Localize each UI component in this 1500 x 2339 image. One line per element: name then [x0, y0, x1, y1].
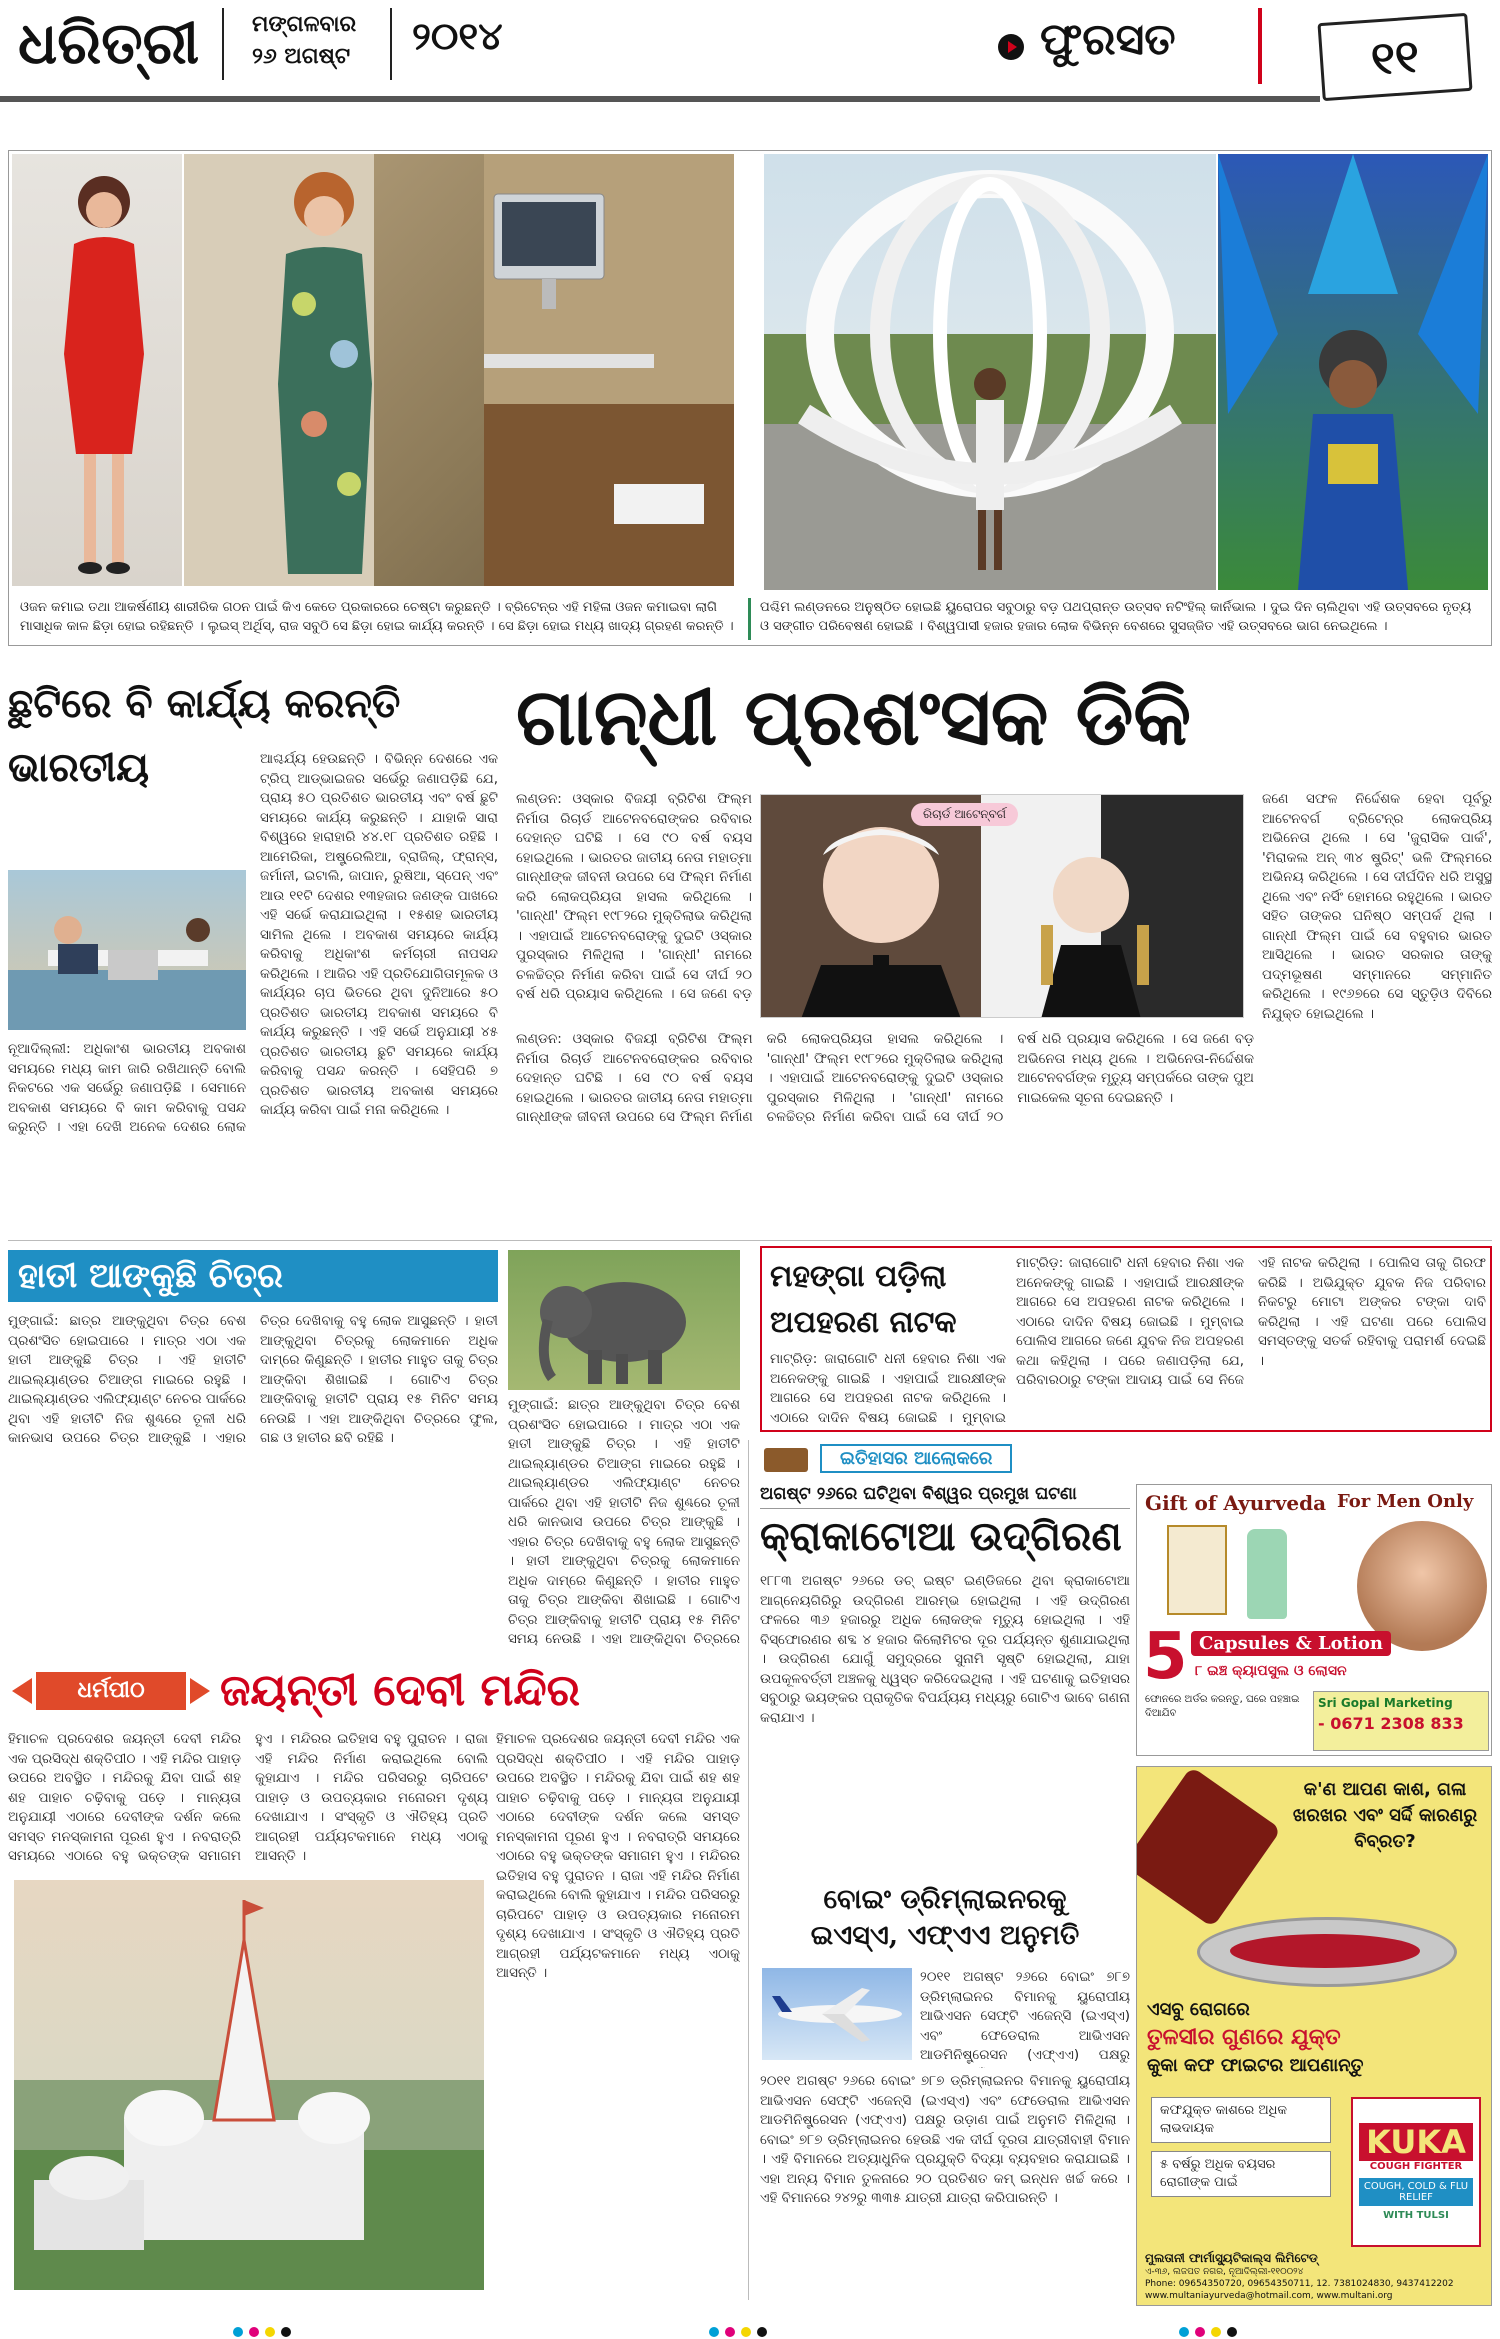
holiday-photo [8, 870, 246, 1030]
kuka-bullet-2: ୫ ବର୍ଷରୁ ଅଧିକ ବୟସର ରୋଗୀଙ୍କ ପାଇଁ [1151, 2151, 1331, 2197]
kidnap-body-right: ମାଟ୍ରିଡ଼: ଜାରାଗୋଟି ଧନୀ ହେବାର ନିଶା ଏକ ଅନେକଙ୍କୁ ଗାଇଛି । ଏହାପାଇଁ ଆରକ୍ଷୀଙ୍କ ଆଗରେ ସେ ଅପହରଣ ନାଟକ କରିଥିଲେ । ଏଠାରେ ଦାଦିନ ବିଷୟ ଜୋଇଛି । ମୁମ୍ବାଇ ପୋଲିସ ଆଗରେ ଜଣେ ଯୁବକ ନିଜ ଅପହରଣ କଥା କହିଥିଲା । ପରେ ଜଣାପଡ଼ିଲା ଯେ, ପରିବାରଠାରୁ ଟଙ୍କା ଆଦାୟ ପାଇଁ ସେ ନିଜେ ଏହି ନାଟକ କରିଥିଲା । ପୋଲିସ ତାକୁ ଗିରଫ କରିଛି । ଅଭିଯୁକ୍ତ ଯୁବକ ନିଜ ପରିବାର ନିକଟରୁ ମୋଟା ଅଙ୍କର ଟଙ୍କା ଦାବି କରିଥିଲା । ଏହି ଘଟଣା ପରେ ପୋଲିସ ସମସ୍ତଙ୍କୁ ସତର୍କ ରହିବାକୁ ପରାମର୍ଶ ଦେଇଛି । [1016, 1255, 1486, 1388]
boeing-body-side: ୨୦୧୧ ଅଗଷ୍ଟ ୨୬ରେ ବୋଇଂ ୭୮୭ ଡ୍ରିମ୍‌ଲାଇନର ବିମାନକୁ ୟୁରୋପୀୟ ଆଭିଏସନ ସେଫ୍ଟି ଏଜେନ୍ସି (ଇଏସ୍‌ଏ) ଏବଂ ଫେଡେରାଲ ଆଭିଏସନ ଆଡମିନିଷ୍ଟ୍ରେସନ (ଏଫ୍‌ଏଏ) ପକ୍ଷରୁ [920, 1969, 1130, 2063]
woman-red-dress-photo [12, 154, 182, 586]
kuka-company: ମୁଲତାନୀ ଫାର୍ମାସ୍ୟୁଟିକାଲ୍‌ସ ଲିମିଟେଡ୍ [1145, 2251, 1318, 2265]
elephant-headline-bar [8, 1250, 498, 1302]
kuka-website[interactable]: www.multaniayurveda@hotmail.com, www.multani.org [1145, 2291, 1393, 2301]
book-icon [764, 1448, 808, 1472]
elephant-photo [508, 1250, 740, 1390]
masthead-bar [0, 0, 1500, 110]
section-name: ଫୁରସତ [1040, 14, 1176, 65]
history-body: ୧୮୮୩ ଅଗଷ୍ଟ ୨୬ରେ ଡଚ୍ ଇଷ୍ଟ ଇଣ୍ଡିଜରେ ଥିବା କ୍ରାକାଟୋଆ ଆଗ୍ନେୟଗିରିରୁ ଉଦ୍‌ଗିରଣ ଆରମ୍ଭ ହୋଇଥିଲା । ଏହି ଉଦ୍‌ଗିରଣ ଫଳରେ ୩୬ ହଜାରରୁ ଅଧିକ ଲୋକଙ୍କ ମୃତ୍ୟୁ ହୋଇଥିଲା । ଏହି ବିସ୍ଫୋରଣର ଶବ୍ଦ ୪ ହଜାର କିଲୋମିଟର ଦୂର ପର୍ଯ୍ୟନ୍ତ ଶୁଣାଯାଇଥିଲା । ଉଦ୍‌ଗିରଣ ଯୋଗୁଁ ସମୁଦ୍ରରେ ସୁନାମି ସୃଷ୍ଟି ହୋଇଥିଲା, ଯାହା ଉପକୂଳବର୍ତ୍ତୀ ଅଞ୍ଚଳକୁ ଧ୍ୱସ୍ତ କରିଦେଇଥିଲା । ଏହି ଘଟଣାକୁ ଇତିହାସର ସବୁଠାରୁ ଭୟଙ୍କର ପ୍ରାକୃତିକ ବିପର୍ଯ୍ୟୟ ମଧ୍ୟରୁ ଗୋଟିଏ ଭାବେ ଗଣନା କରାଯାଏ । [760, 1573, 1130, 1726]
registration-marks-2 [706, 2322, 770, 2339]
kuka-tagline-3: କୁକା କଫ ଫାଇଟର ଆପଣାନ୍ତୁ [1147, 2055, 1364, 2076]
history-subtitle: ଅଗଷ୍ଟ ୨୬ରେ ଘଟିଥିବା ବିଶ୍ୱର ପ୍ରମୁଖ ଘଟଣା [760, 1484, 1130, 1509]
year: ୨୦୧୪ [412, 14, 503, 58]
date: ୨୬ ଅଗଷ୍ଟ [252, 44, 351, 69]
masthead-title: ଧରିତ୍ରୀ [18, 9, 200, 77]
spoon-icon [1197, 1917, 1457, 1987]
dharma-label-box [8, 1660, 208, 1722]
attenborough-photo [760, 794, 1244, 1018]
photo-caption-left: ଓଜନ କମାଇ ତଥା ଆକର୍ଷଣୀୟ ଶାରୀରିକ ଗଠନ ପାଇଁ କିଏ କେତେ ପ୍ରକାରରେ ଚେଷ୍ଟା କରୁଛନ୍ତି । ବ୍ରିଟେନ୍‌ର ଏହି ମହିଳା ଓଜନ କମାଇବା ଲାଗି ମାସାଧିକ କାଳ ଛିଡ଼ା ହୋଇ ରହିଛନ୍ତି । ଲୁଇସ୍ ଅର୍ଥିସ୍, ରାଜ ସବୁଠି ସେ ଛିଡ଼ା ହୋଇ କାର୍ଯ୍ୟ କରନ୍ତି । ସେ ଛିଡ଼ା ହୋଇ ମଧ୍ୟ ଖାଦ୍ୟ ଗ୍ରହଣ କରନ୍ତି । [20, 600, 734, 634]
gandhi-text-lower: ଲଣ୍ଡନ: ଓସ୍କାର ବିଜୟୀ ବ୍ରିଟିଶ ଫିଲ୍ମ ନିର୍ମାତା ରିଚାର୍ଡ ଆଟେନବରୋଙ୍କର ରବିବାର ଦେହାନ୍ତ ଘଟିଛି । ସେ ୯୦ ବର୍ଷ ବୟସ ହୋଇଥିଲେ । ଭାରତର ଜାତୀୟ ନେତା ମହାତ୍ମା ଗାନ୍ଧୀଙ୍କ ଜୀବନୀ ଉପରେ ସେ ଫିଲ୍ମ ନିର୍ମାଣ କରି ଲୋକପ୍ରିୟତା ହାସଲ କରିଥିଲେ । 'ଗାନ୍ଧୀ' ଫିଲ୍ମ ୧୯୮୨ରେ ମୁକ୍ତିଲାଭ କରିଥିଲା । ଏହାପାଇଁ ଆଟେନବରୋଙ୍କୁ ଦୁଇଟି ଓସ୍କାର ପୁରସ୍କାର ମିଳିଥିଲା । 'ଗାନ୍ଧୀ' ନାମରେ ଚଳଚ୍ଚିତ୍ର ନିର୍ମାଣ କରିବା ପାଇଁ ସେ ଦୀର୍ଘ ୨୦ ବର୍ଷ ଧରି ପ୍ରୟାସ କରିଥିଲେ । ସେ ଜଣେ ବଡ଼ ଅଭିନେତା ମଧ୍ୟ ଥିଲେ । ଅଭିନେତା-ନିର୍ଦ୍ଦେଶକ ଆଟେନବର୍ଗଙ୍କ ମୃତ୍ୟୁ ସମ୍ପର୍କରେ ତାଙ୍କ ପୁଅ ମାଇକେଲ ସୂଚନା ଦେଇଛନ୍ତି । [516, 1031, 1254, 1125]
boeing-headline-1: ବୋଇଂ ଡ୍ରିମ୍‌ଲାଇନରକୁ [823, 1884, 1067, 1915]
gandhi-headline: ଗାନ୍ଧୀ ପ୍ରଶଂସକ ଡିକି [516, 672, 1192, 763]
gandhi-text-upper: ଲଣ୍ଡନ: ଓସ୍କାର ବିଜୟୀ ବ୍ରିଟିଶ ଫିଲ୍ମ ନିର୍ମାତା ରିଚାର୍ଡ ଆଟେନବରୋଙ୍କର ରବିବାର ଦେହାନ୍ତ ଘଟିଛି । ସେ ୯୦ ବର୍ଷ ବୟସ ହୋଇଥିଲେ । ଭାରତର ଜାତୀୟ ନେତା ମହାତ୍ମା ଗାନ୍ଧୀଙ୍କ ଜୀବନୀ ଉପରେ ସେ ଫିଲ୍ମ ନିର୍ମାଣ କରି ଲୋକପ୍ରିୟତା ହାସଲ କରିଥିଲେ । 'ଗାନ୍ଧୀ' ଫିଲ୍ମ ୧୯୮୨ରେ ମୁକ୍ତିଲାଭ କରିଥିଲା । ଏହାପାଇଁ ଆଟେନବରୋଙ୍କୁ ଦୁଇଟି ଓସ୍କାର ପୁରସ୍କାର ମିଳିଥିଲା । 'ଗାନ୍ଧୀ' ନାମରେ ଚଳଚ୍ଚିତ୍ର ନିର୍ମାଣ କରିବା ପାଇଁ ସେ ଦୀର୍ଘ ୨୦ ବର୍ଷ ଧରି ପ୍ରୟାସ କରିଥିଲେ । ସେ ଜଣେ ବଡ଼ [516, 791, 752, 1002]
weekday: ମଙ୍ଗଳବାର [252, 12, 357, 37]
elephant-headline: ହାତୀ ଆଙ୍କୁଛି ଚିତ୍ର [18, 1256, 283, 1296]
dharma-headline: ଜୟନ୍ତୀ ଦେବୀ ମନ୍ଦିର [220, 1665, 580, 1716]
footer-strip [0, 2318, 1500, 2339]
history-headline: କ୍ରାକାଟୋଆ ଉଦ୍‌ଗିରଣ [760, 1513, 1122, 1560]
photo-label: ରିଚାର୍ଡ ଆଟେନ୍‌ବର୍ଗ [911, 803, 1018, 826]
page-number-tab [1317, 13, 1472, 101]
dharma-label: ଧର୍ମପୀଠ [36, 1672, 186, 1710]
kuka-phones: Phone: 09654350720, 09654350711, 12. 7381024830, 9437412202 [1145, 2279, 1454, 2289]
ad-tag: For Men Only [1337, 1491, 1474, 1512]
kuka-address: ଏ-୩୬, ଲଜପତ ନଗର, ନୂଆଦିଲ୍ଲୀ-୧୧୦୦୨୪ [1145, 2267, 1304, 2277]
kuka-tagline-1: ଏସବୁ ରୋଗରେ [1147, 1999, 1250, 2020]
boeing-plane-photo [762, 1968, 912, 2060]
kuka-box [1351, 2097, 1481, 2247]
product-box-icon [1167, 1525, 1227, 1615]
holiday-headline: ଛୁଟିରେ ବି କାର୍ଯ୍ୟ କରନ୍ତି ଭାରତୀୟ [8, 680, 401, 791]
registration-marks-1 [230, 2322, 294, 2339]
photo-caption-right: ପଶ୍ଚିମ ଲଣ୍ଡନରେ ଅନୁଷ୍ଠିତ ହୋଇଛି ୟୁରୋପର ସବୁଠାରୁ ବଡ଼ ପଥପ୍ରାନ୍ତ ଉତ୍ସବ ନଟିଂହିଲ୍ କାର୍ନିଭାଲ । ଦୁଇ ଦିନ ଚାଲିଥିବା ଏହି ଉତ୍ସବରେ ନୃତ୍ୟ ଓ ସଙ୍ଗୀତ ପରିବେଷଣ ହୋଇଛି । ବିଶ୍ୱପାସୀ ହଜାର ହଜାର ଲୋକ ବିଭିନ୍ନ ବେଶରେ ସୁସଜ୍ଜିତ ଏହି ଉତ୍ସବରେ ଭାଗ ନେଇଥିଲେ । [760, 600, 1472, 634]
syrup-bottle-icon [1136, 1766, 1281, 1927]
history-label-strip [760, 1440, 1130, 1480]
holiday-body-text: ନୂଆଦିଲ୍ଲୀ: ଅଧିକାଂଶ ଭାରତୀୟ ଅବକାଶ ସମୟରେ ମଧ୍ୟ କାମ ଜାରି ରଖିଥାନ୍ତି ବୋଲି ନିକଟରେ ଏକ ସର୍ଭେରୁ ଜଣାପଡ଼ିଛି । ସେମାନେ ଅବକାଶ ସମୟରେ ବି କାମ କରିବାକୁ ପସନ୍ଦ କରୁନ୍ତି । ଏହା ଦେଖି ଅନେକ ଦେଶର ଲୋକ ଆଶ୍ଚର୍ଯ୍ୟ ହେଉଛନ୍ତି । ବିଭିନ୍ନ ଦେଶରେ ଏକ ଟ୍ରିପ୍ ଆଡ୍‌ଭାଇଜର ସର୍ଭେରୁ ଜଣାପଡ଼ିଛି ଯେ, ପ୍ରାୟ ୫୦ ପ୍ରତିଶତ ଭାରତୀୟ ଏବଂ ବର୍ଷ ଛୁଟି ସମୟରେ କାର୍ଯ୍ୟ କରୁଛନ୍ତି । ଯାହାକି ସାରା ବିଶ୍ୱରେ ହାରାହାରି ୪୪.୧୮ ପ୍ରତିଶତ ରହିଛି । ଆମେରିକା, ଅଷ୍ଟ୍ରେଲିଆ, ବ୍ରାଜିଲ୍, ଫ୍ରାନ୍ସ, ଜର୍ମାନୀ, ଇଟାଲି, ଜାପାନ, ରୁଷିଆ, ସ୍ପେନ୍ ଏବଂ ଆଉ ୧୧ଟି ଦେଶର ୧୩ହଜାର ଜଣଙ୍କ ପାଖରେ ଏହି ସର୍ଭେ କରାଯାଇଥିଲା । ୧୫ଶହ ଭାରତୀୟ ସାମିଲ ଥିଲେ । ଅବକାଶ ସମୟରେ କାର୍ଯ୍ୟ କରିବାକୁ ଅଧିକାଂଶ କର୍ମଚାରୀ ନାପସନ୍ଦ କରିଥିଲେ । ଆଜିର ଏହି ପ୍ରତିଯୋଗିତାମୂଳକ ଓ କାର୍ଯ୍ୟର ଚାପ ଭିତରେ ଥିବା ଦୁନିଆରେ ୫୦ ପ୍ରତିଶତ ଭାରତୀୟ ଅବକାଶ ସମୟରେ ବି କାର୍ଯ୍ୟ କରୁଛନ୍ତି । ଏହି ସର୍ଭେ ଅନୁଯାୟୀ ୪୫ ପ୍ରତିଶତ ଭାରତୀୟ ଛୁଟି ସମୟରେ କାର୍ଯ୍ୟ କରିବାକୁ ପସନ୍ଦ କରନ୍ତି । ସେହିପରି ୭ ପ୍ରତିଶତ ଭାରତୀୟ ଅବକାଶ ସମୟରେ କାର୍ଯ୍ୟ କରିବା ପାଇଁ ମନା କରିଥିଲେ । [8, 751, 498, 1135]
ad-title: Gift of Ayurveda [1145, 1491, 1327, 1515]
temple-photo [14, 1880, 484, 2290]
elephant-body-right: ମୁଙ୍ଗାଇଁ: ଛାତ୍ର ଆଙ୍କୁଥିବା ଚିତ୍ର ବେଶ ପ୍ରଶଂସିତ ହୋଇପାରେ । ମାତ୍ର ଏଠା ଏକ ହାତୀ ଆଙ୍କୁଛି ଚିତ୍ର । ଏହି ହାତୀଟି ଥାଇଲ୍ୟାଣ୍ଡର ଚିଆଙ୍ଗ ମାଇରେ ରହୁଛି । ଥାଇଲ୍ୟାଣ୍ଡର ଏଲିଫ୍ୟାଣ୍ଟ ନେଚର ପାର୍କରେ ଥିବା ଏହି ହାତୀଟି ନିଜ ଶୁଣ୍ଢରେ ତୂଳୀ ଧରି କାନଭାସ ଉପରେ ଚିତ୍ର ଆଙ୍କୁଛି । ଏହାର ଚିତ୍ର ଦେଖିବାକୁ ବହୁ ଲୋକ ଆସୁଛନ୍ତି । ହାତୀ ଆଙ୍କୁଥିବା ଚିତ୍ରକୁ ଲୋକମାନେ ଅଧିକ ଦାମ୍‌ରେ କିଣୁଛନ୍ତି । ହାତୀର ମାହୁତ ତାକୁ ଚିତ୍ର ଆଙ୍କିବା ଶିଖାଇଛି । ଗୋଟିଏ ଚିତ୍ର ଆଙ୍କିବାକୁ ହାତୀଟି ପ୍ରାୟ ୧୫ ମିନିଟ ସମୟ ନେଉଛି । ଏହା ଆଙ୍କିଥିବା ଚିତ୍ରରେ [508, 1397, 740, 1647]
boeing-headline-2: ଇଏସ୍‌ଏ, ଏଫ୍‌ଏଏ ଅନୁମତି [810, 1920, 1080, 1951]
standing-desk-photo [184, 154, 734, 586]
ad-note: ଫୋନରେ ଅର୍ଡର କରନ୍ତୁ, ଘରେ ପହଞ୍ଚାଇ ଦିଆଯିବ [1145, 1694, 1300, 1719]
kuka-brand-sub: COUGH FIGHTER [1369, 2161, 1463, 2172]
holiday-body [8, 750, 498, 1260]
carnival-costume-photo [764, 154, 1216, 590]
lotion-bottle-icon [1247, 1529, 1287, 1619]
product-line: Capsules & Lotion [1191, 1631, 1391, 1656]
kuka-bullet-1: କଫଯୁକ୍ତ କାଶରେ ଅଧିକ ଲାଭଦାୟକ [1151, 2097, 1331, 2143]
dharma-body-right: ହିମାଚଳ ପ୍ରଦେଶର ଜୟନ୍ତୀ ଦେବୀ ମନ୍ଦିର ଏକ ପ୍ରସିଦ୍ଧ ଶକ୍ତିପୀଠ । ଏହି ମନ୍ଦିର ପାହାଡ଼ ଉପରେ ଅବସ୍ଥିତ । ମନ୍ଦିରକୁ ଯିବା ପାଇଁ ଶହ ଶହ ପାହାଚ ଚଢ଼ିବାକୁ ପଡ଼େ । ମାନ୍ୟତା ଅନୁଯାୟୀ ଏଠାରେ ଦେବୀଙ୍କ ଦର୍ଶନ କଲେ ସମସ୍ତ ମନସ୍କାମନା ପୂରଣ ହୁଏ । ନବରାତ୍ରି ସମୟରେ ଏଠାରେ ବହୁ ଭକ୍ତଙ୍କ ସମାଗମ ହୁଏ । ମନ୍ଦିରର ଇତିହାସ ବହୁ ପୁରାତନ । ରାଜା ଏହି ମନ୍ଦିର ନିର୍ମାଣ କରାଇଥିଲେ ବୋଲି କୁହାଯାଏ । ମନ୍ଦିର ପରିସରରୁ ଚାରିପଟେ ପାହାଡ଼ ଓ ଉପତ୍ୟକାର ମନୋରମ ଦୃଶ୍ୟ ଦେଖାଯାଏ । ସଂସ୍କୃତି ଓ ଐତିହ୍ୟ ପ୍ରତି ଆଗ୍ରହୀ ପର୍ଯ୍ୟଟକମାନେ ମଧ୍ୟ ଏଠାକୁ ଆସନ୍ତି । [496, 1731, 740, 1981]
kuka-ad[interactable] [1136, 1766, 1492, 2306]
boeing-body: ୨୦୧୧ ଅଗଷ୍ଟ ୨୬ରେ ବୋଇଂ ୭୮୭ ଡ୍ରିମ୍‌ଲାଇନର ବିମାନକୁ ୟୁରୋପୀୟ ଆଭିଏସନ ସେଫ୍ଟି ଏଜେନ୍ସି (ଇଏସ୍‌ଏ) ଏବଂ ଫେଡେରାଲ ଆଭିଏସନ ଆଡମିନିଷ୍ଟ୍ରେସନ (ଏଫ୍‌ଏଏ) ପକ୍ଷରୁ ଉଡ଼ାଣ ପାଇଁ ଅନୁମତି ମିଳିଥିଲା । ବୋଇଂ ୭୮୭ ଡ୍ରିମ୍‌ଲାଇନର ହେଉଛି ଏକ ଦୀର୍ଘ ଦୂରତା ଯାତ୍ରୀବାହୀ ବିମାନ । ଏହି ବିମାନରେ ଅତ୍ୟାଧୁନିକ ପ୍ରଯୁକ୍ତି ବିଦ୍ୟା ବ୍ୟବହାର କରାଯାଇଛି । ଏହା ଅନ୍ୟ ବିମାନ ତୁଳନାରେ ୨୦ ପ୍ରତିଶତ କମ୍ ଇନ୍ଧନ ଖର୍ଚ୍ଚ କରେ । ଏହି ବିମାନରେ ୨୪୨ରୁ ୩୩୫ ଯାତ୍ରୀ ଯାତ୍ରା କରିପାରନ୍ତି । [760, 2073, 1130, 2206]
kuka-tulsi: WITH TULSI [1383, 2210, 1449, 2221]
dharma-body-left: ହିମାଚଳ ପ୍ରଦେଶର ଜୟନ୍ତୀ ଦେବୀ ମନ୍ଦିର ଏକ ପ୍ରସିଦ୍ଧ ଶକ୍ତିପୀଠ । ଏହି ମନ୍ଦିର ପାହାଡ଼ ଉପରେ ଅବସ୍ଥିତ । ମନ୍ଦିରକୁ ଯିବା ପାଇଁ ଶହ ଶହ ପାହାଚ ଚଢ଼ିବାକୁ ପଡ଼େ । ମାନ୍ୟତା ଅନୁଯାୟୀ ଏଠାରେ ଦେବୀଙ୍କ ଦର୍ଶନ କଲେ ସମସ୍ତ ମନସ୍କାମନା ପୂରଣ ହୁଏ । ନବରାତ୍ରି ସମୟରେ ଏଠାରେ ବହୁ ଭକ୍ତଙ୍କ ସମାଗମ ହୁଏ । ମନ୍ଦିରର ଇତିହାସ ବହୁ ପୁରାତନ । ରାଜା ଏହି ମନ୍ଦିର ନିର୍ମାଣ କରାଇଥିଲେ ବୋଲି କୁହାଯାଏ । ମନ୍ଦିର ପରିସରରୁ ଚାରିପଟେ ପାହାଡ଼ ଓ ଉପତ୍ୟକାର ମନୋରମ ଦୃଶ୍ୟ ଦେଖାଯାଏ । ସଂସ୍କୃତି ଓ ଐତିହ୍ୟ ପ୍ରତି ଆଗ୍ରହୀ ପର୍ଯ୍ୟଟକମାନେ ମଧ୍ୟ ଏଠାକୁ ଆସନ୍ତି । [8, 1731, 488, 1864]
distributor-name: Sri Gopal Marketing [1318, 1696, 1453, 1710]
kuka-claim: COUGH, COLD & FLU RELIEF [1359, 2178, 1473, 2206]
kidnap-headline: ମହଙ୍ଗା ପଡ଼ିଲା ଅପହରଣ ନାଟକ [770, 1259, 957, 1340]
page-number: ୧୧ [1369, 28, 1421, 86]
elephant-body: ମୁଙ୍ଗାଇଁ: ଛାତ୍ର ଆଙ୍କୁଥିବା ଚିତ୍ର ବେଶ ପ୍ରଶଂସିତ ହୋଇପାରେ । ମାତ୍ର ଏଠା ଏକ ହାତୀ ଆଙ୍କୁଛି ଚିତ୍ର । ଏହି ହାତୀଟି ଥାଇଲ୍ୟାଣ୍ଡର ଚିଆଙ୍ଗ ମାଇରେ ରହୁଛି । ଥାଇଲ୍ୟାଣ୍ଡର ଏଲିଫ୍ୟାଣ୍ଟ ନେଚର ପାର୍କରେ ଥିବା ଏହି ହାତୀଟି ନିଜ ଶୁଣ୍ଢରେ ତୂଳୀ ଧରି କାନଭାସ ଉପରେ ଚିତ୍ର ଆଙ୍କୁଛି । ଏହାର ଚିତ୍ର ଦେଖିବାକୁ ବହୁ ଲୋକ ଆସୁଛନ୍ତି । ହାତୀ ଆଙ୍କୁଥିବା ଚିତ୍ରକୁ ଲୋକମାନେ ଅଧିକ ଦାମ୍‌ରେ କିଣୁଛନ୍ତି । ହାତୀର ମାହୁତ ତାକୁ ଚିତ୍ର ଆଙ୍କିବା ଶିଖାଇଛି । ଗୋଟିଏ ଚିତ୍ର ଆଙ୍କିବାକୁ ହାତୀଟି ପ୍ରାୟ ୧୫ ମିନିଟ ସମୟ ନେଉଛି । ଏହା ଆଙ୍କିଥିବା ଚିତ୍ରରେ ଫୁଲ, ଗଛ ଓ ହାତୀର ଛବି ରହିଛି । [8, 1313, 498, 1446]
gandhi-text-right-column: ଜଣେ ସଫଳ ନିର୍ଦ୍ଦେଶକ ହେବା ପୂର୍ବରୁ ଆଟେନବର୍ଗ ବ୍ରିଟେନ୍‌ର ଲୋକପ୍ରିୟ ଅଭିନେତା ଥିଲେ । ସେ 'ଜୁରାସିକ ପାର୍କ', 'ମିରାକଲ ଅନ୍ ୩୪ ଷ୍ଟ୍ରିଟ୍' ଭଳି ଫିଲ୍ମରେ ଅଭିନୟ କରିଥିଲେ । ସେ ଦୀର୍ଘଦିନ ଧରି ଅସୁସ୍ଥ ଥିଲେ ଏବଂ ନର୍ସିଂ ହୋମରେ ରହୁଥିଲେ । ଭାରତ ସହିତ ତାଙ୍କର ଘନିଷ୍ଠ ସମ୍ପର୍କ ଥିଲା । ଗାନ୍ଧୀ ଫିଲ୍ମ ପାଇଁ ସେ ବହୁବାର ଭାରତ ଆସିଥିଲେ । ଭାରତ ସରକାର ତାଙ୍କୁ ପଦ୍ମଭୂଷଣ ସମ୍ମାନରେ ସମ୍ମାନିତ କରିଥିଲେ । ୧୯୬୭ରେ ସେ ସ୍ତୁଡ଼ିଓ ଦିବିରେ ନିଯୁକ୍ତ ହୋଇଥିଲେ । [1262, 791, 1492, 1022]
feather-costume-photo [1218, 154, 1488, 590]
kidnap-body-left: ମାଟ୍ରିଡ଼: ଜାରାଗୋଟି ଧନୀ ହେବାର ନିଶା ଏକ ଅନେକଙ୍କୁ ଗାଇଛି । ଏହାପାଇଁ ଆରକ୍ଷୀଙ୍କ ଆଗରେ ସେ ଅପହରଣ ନାଟକ କରିଥିଲେ । ଏଠାରେ ଦାଦିନ ବିଷୟ ଜୋଇଛି । ମୁମ୍ବାଇ [770, 1351, 1006, 1426]
distributor-box [1313, 1691, 1489, 1751]
play-icon [998, 34, 1024, 60]
gandhi-body-left [760, 778, 1258, 788]
history-label: ଇତିହାସର ଆଲୋକରେ [820, 1444, 1012, 1473]
product-odia: ୮ ଇଞ୍ଚ କ୍ୟାପସୁଲ ଓ ଲୋସନ [1195, 1663, 1347, 1679]
kuka-tagline-2: ତୁଳସୀର ଗୁଣରେ ଯୁକ୍ତ [1147, 2025, 1341, 2050]
registration-marks-3 [1176, 2322, 1240, 2339]
product-number: 5 [1143, 1620, 1188, 1694]
distributor-phone[interactable]: - 0671 2308 833 [1318, 1714, 1464, 1733]
kuka-brand: KUKA [1359, 2123, 1473, 2161]
ayurveda-ad[interactable] [1136, 1484, 1492, 1756]
kuka-question: କ'ଣ ଆପଣ କାଶ, ଗଳା ଖରଖର ଏବଂ ସର୍ଦ୍ଦି କାରଣରୁ ବିବ୍ରତ? [1292, 1779, 1478, 1852]
